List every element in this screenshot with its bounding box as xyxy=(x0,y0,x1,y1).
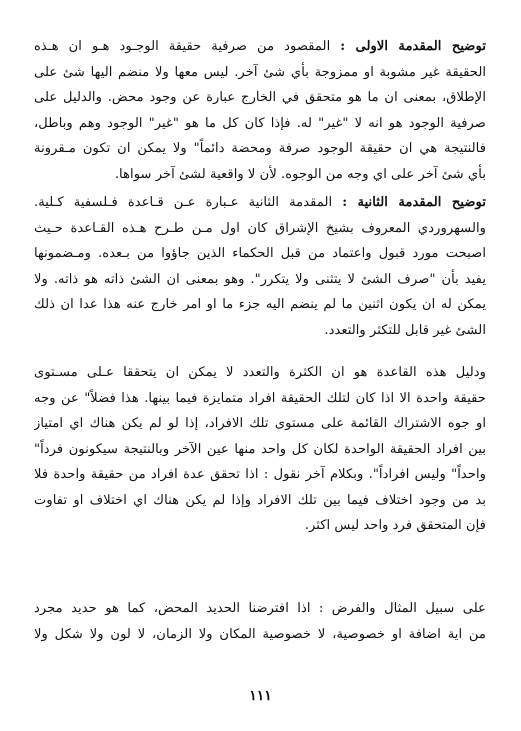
text-line: فإن المتحقق فرد واحد ليس اكثر. xyxy=(304,518,486,533)
text-line: الإطلاق، بمعنى ان ما هو متحقق في الخارج عبارة عن وجود محض. والدليل على xyxy=(34,90,486,105)
text-line: يمكن له ان يكون اثنين ما لم ينضم اليه جزء ما او امر خارج عنه هذا عدا ان ذلك xyxy=(34,297,486,312)
paragraph-heading: توضيح المقدمة الاولى : xyxy=(340,39,486,54)
text-line: والسهروردي المعروف بشيخ الإشراق كان اول مـن طـرح هـذه القـاعدة حـيث xyxy=(34,220,486,236)
text-line: الشئ غير قابل للتكثر والتعدد. xyxy=(324,322,486,338)
text-line: من اية اضافة او خصوصية، لا خصوصية المكان ولا الزمان، لا لون ولا شكل ولا xyxy=(34,626,486,642)
text-line: الحقيقة غير مشوبة او ممزوجة بأي شئ آخر. ليس معها ولا منضم اليها شئ على xyxy=(34,64,486,80)
paragraph-1 xyxy=(34,34,486,187)
paragraph-4 xyxy=(34,596,486,647)
text-line: اصبحت مورد قبول واعتماد من قبل الحكماء الذين جاؤوا من بـعده. ومـضمونها xyxy=(34,246,486,261)
paragraph-2 xyxy=(34,190,486,343)
text-line: صرفية الوجود هو انه لا "غير" له. فإذا كان كل ما هو "غير" الوجود وهم وباطل، xyxy=(34,115,486,131)
paragraph-3 xyxy=(34,360,486,539)
text-line: يفيد بأن "صرف الشئ لا يتثنى ولا يتكرر". وهو بمعنى ان الشئ ذاته هو ذاته. ولا xyxy=(34,271,486,287)
text-line: بأي شئ آخر على اي وجه من الوجوه. لأن لا واقعية لشئ آخر سواها. xyxy=(114,166,486,182)
text-line: توضيح المقدمة الاولى : المقصود من صرفية حقيقة الوجـود هـو ان هـذه xyxy=(34,39,486,54)
text-line: على سبيل المثال والفرض : اذا افترضنا الحديد المحض، كما هو حديد مجرد xyxy=(34,601,486,616)
text-line: واحداً" وليس افراداً". وبكلام آخر نقول : اذا تحقق عدة افراد من حقيقة واحدة فلا xyxy=(34,467,486,482)
page-number: ١١١ xyxy=(249,688,272,704)
text-line: توضيح المقدمة الثانية : المقدمة الثانية عـبارة عـن قـاعدة فـلسفية كـلية. xyxy=(34,195,486,210)
text-line: فالنتيجة هي ان حقيقة الوجود صرفة ومحضة دائماً" ولا يمكن ان تكون مـقرونة xyxy=(34,141,486,156)
text-line: حقيقة واحدة الا اذا كان لتلك الحقيقة افراد متمايزة فيما بينها. هذا فضلاً" عن وجه xyxy=(34,390,486,406)
paragraph-heading: توضيح المقدمة الثانية : xyxy=(342,195,486,210)
text-line: ودليل هذه القاعدة هو ان الكثرة والتعدد لا يمكن ان يتحققا عـلى مسـتوى xyxy=(34,365,486,380)
text-line: او جوه الاشتراك القائمة على مستوى تلك الافراد، إذا لو لم يكن هناك اي امتياز xyxy=(34,416,486,431)
text-line: بين افراد الحقيقة الواحدة لكان كل واحد منها عين الآخر وبالنتيجة سيكونون فرداً" xyxy=(34,441,486,457)
text-line: بد من وجود اختلاف فيما بين تلك الافراد وإذا لم يكن هناك اي اختلاف او تفاوت xyxy=(34,492,486,508)
